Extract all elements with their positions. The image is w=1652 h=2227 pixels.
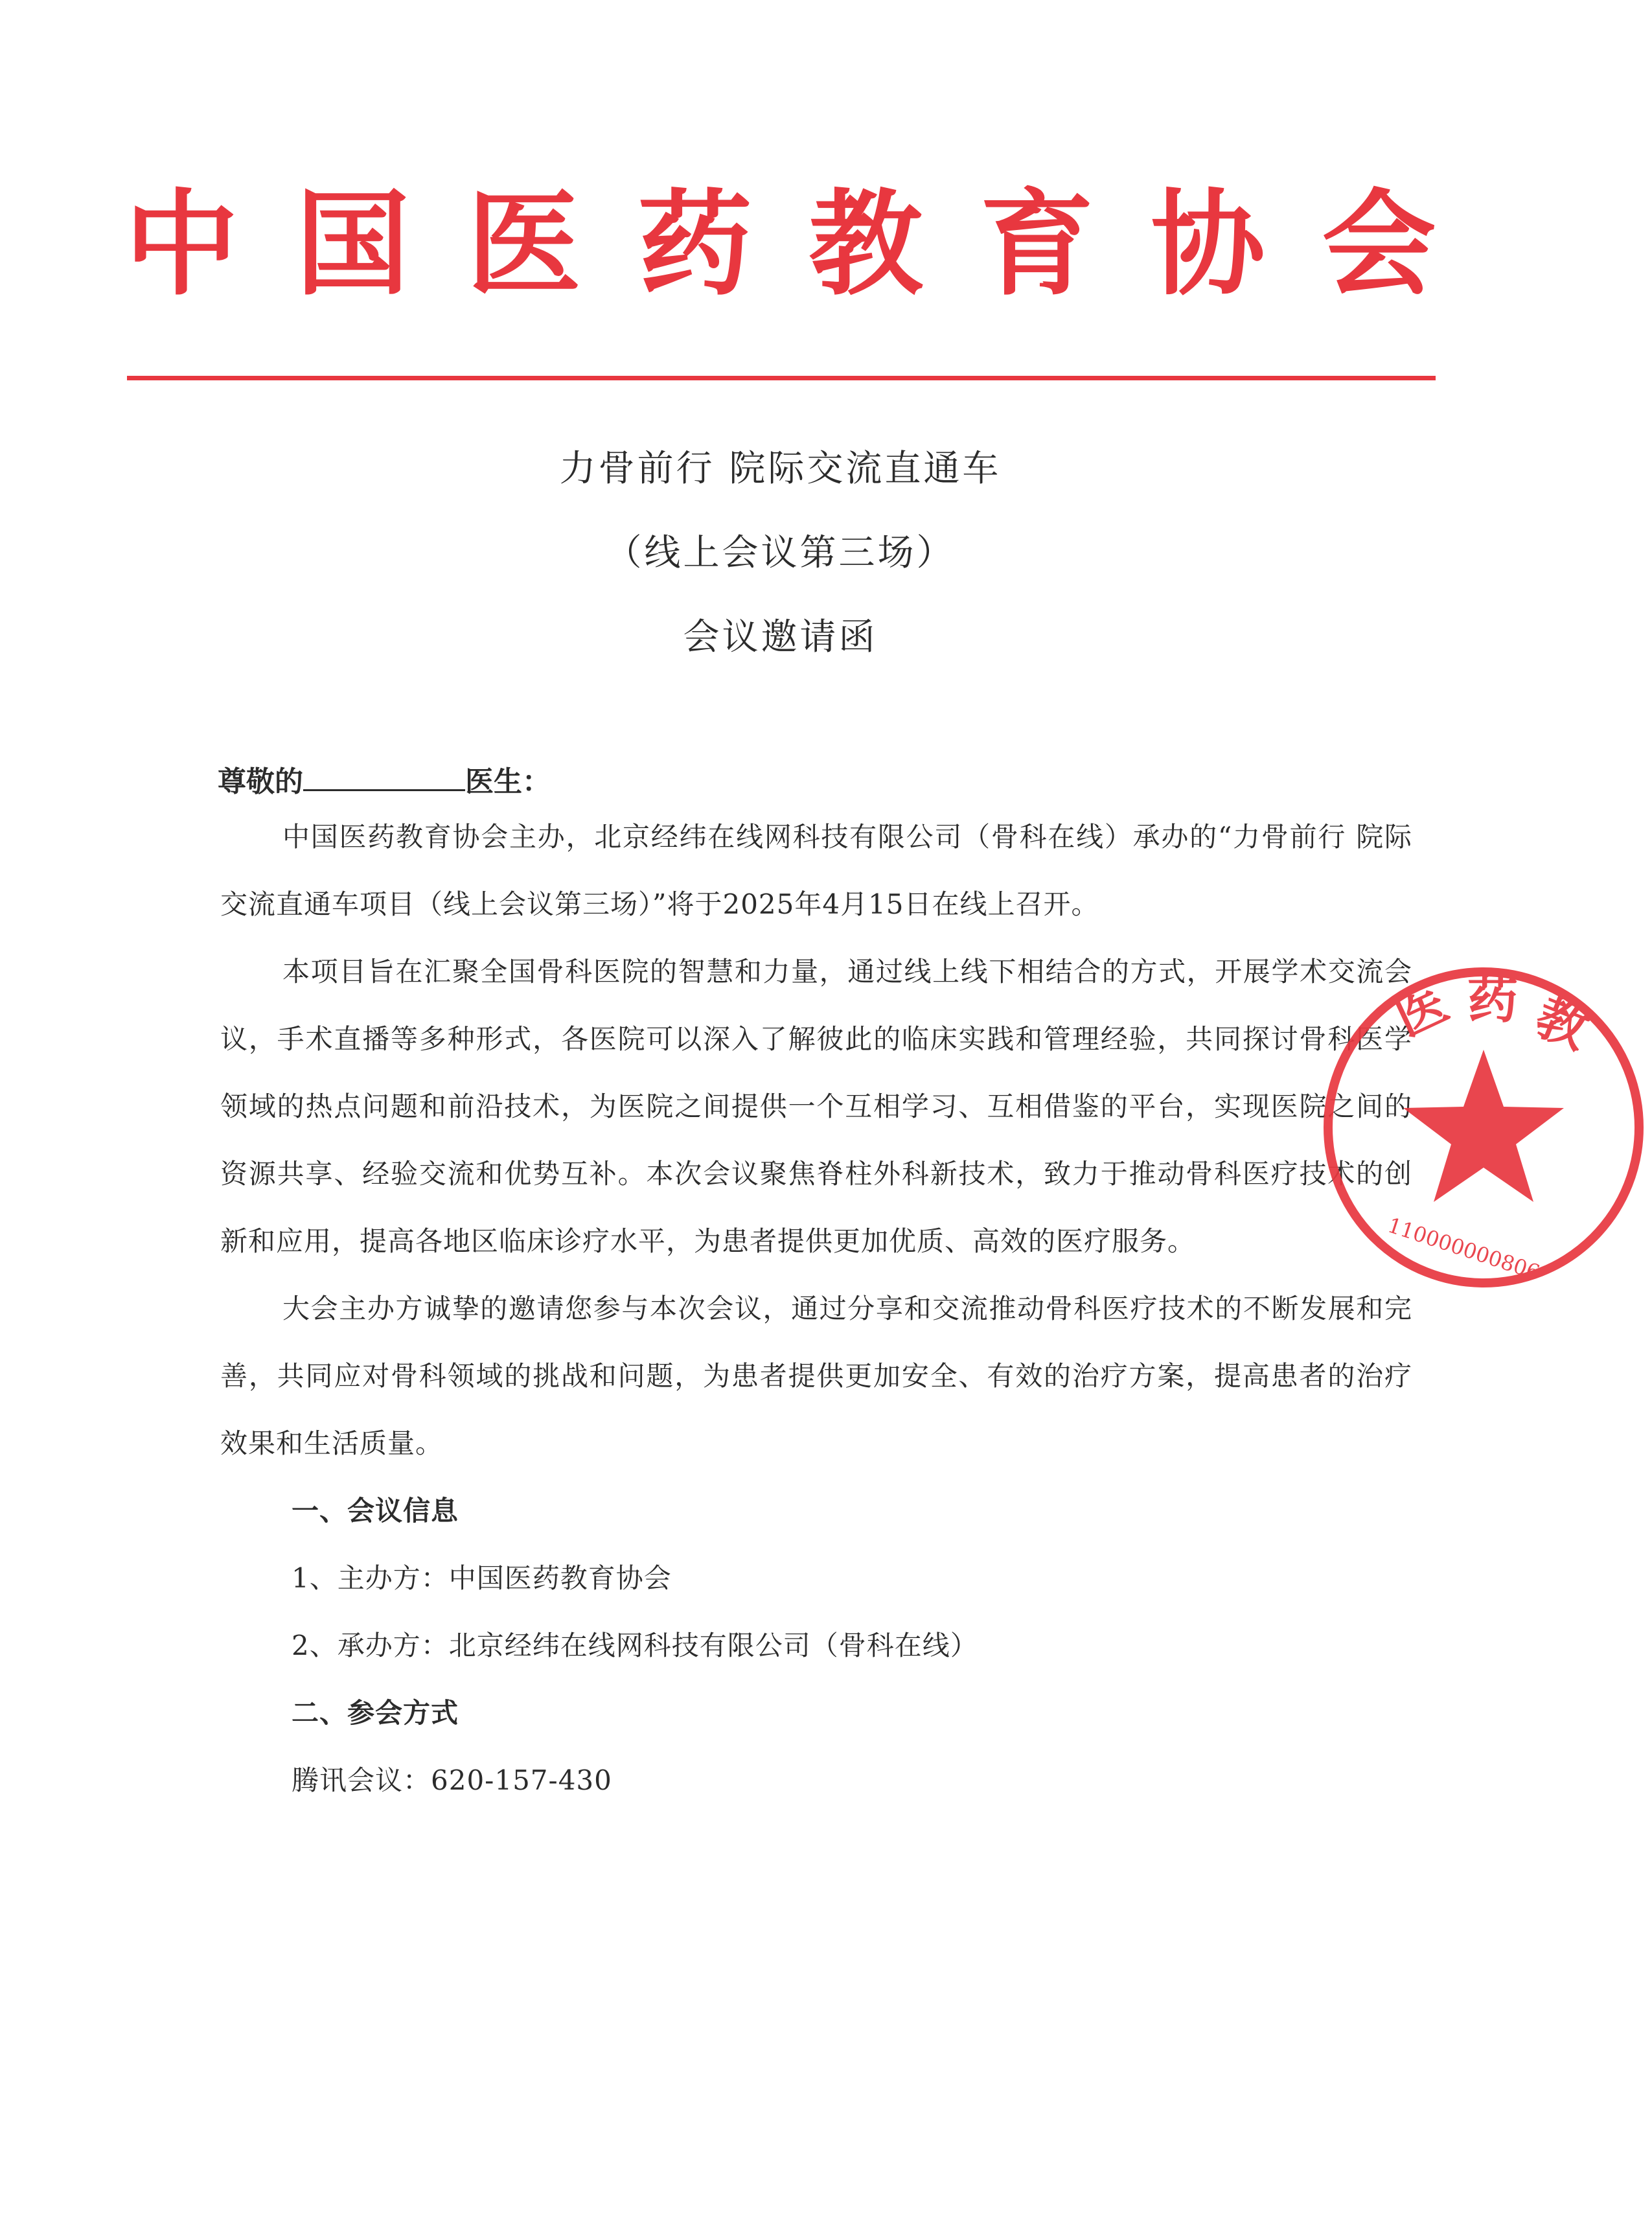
invitation-title-line2: （线上会议第三场） bbox=[605, 532, 956, 574]
letter-body bbox=[220, 803, 1412, 1814]
official-seal-stamp bbox=[1315, 959, 1652, 1296]
header-red-rule bbox=[127, 376, 1436, 380]
paragraph-invitation: 大会主办方诚挚的邀请您参与本次会议，通过分享和交流推动骨科医疗技术的不断发展和完善，共同应对骨科领域的挑战和问题，为患者提供更加安全、有效的治疗方案，提高患者的治疗效果和生活质量。 bbox=[220, 1293, 1412, 1459]
invitation-title-line3: 会议邀请函 bbox=[683, 616, 878, 658]
paragraph-project: 本项目旨在汇聚全国骨科医院的智慧和力量，通过线上线下相结合的方式，开展学术交流会议，手术直播等多种形式，各医院可以深入了解彼此的临床实践和管理经验，共同探讨骨科医学领域的热点问题和前沿技术，为医院之间提供一个互相学习、互相借鉴的平台，实现医院之间的资源共享、经验交流和优势互补。本次会议聚焦脊柱外科新技术，致力于推动骨科医疗技术的创新和应用，提高各地区临床诊疗水平，为患者提供更加优质、高效的医疗服务。 bbox=[220, 956, 1412, 1257]
list-item-host: 2、承办方：北京经纬在线网科技有限公司（骨科在线） bbox=[292, 1630, 978, 1661]
seal-char-2: 药 bbox=[1467, 971, 1519, 1030]
list-item-tencent-meeting: 腾讯会议：620-157-430 bbox=[292, 1764, 612, 1796]
salutation bbox=[218, 763, 551, 800]
salutation-prefix: 尊敬的 bbox=[218, 765, 303, 798]
invitation-title-line1: 力骨前行 院际交流直通车 bbox=[559, 448, 1002, 490]
seal-code: 110000000806 bbox=[1384, 1212, 1543, 1286]
salutation-suffix: 医生： bbox=[465, 765, 551, 798]
paragraph-intro: 中国医药教育协会主办，北京经纬在线网科技有限公司（骨科在线）承办的“力骨前行 院际交流直通车项目（线上会议第三场）”将于2025年4月15日在线上召开。 bbox=[220, 821, 1412, 920]
list-item-organizer: 1、主办方：中国医药教育协会 bbox=[292, 1562, 672, 1594]
doctor-name-blank bbox=[303, 763, 465, 791]
seal-char-1: 医 bbox=[1386, 973, 1457, 1048]
section-heading-meeting-info: 一、会议信息 bbox=[292, 1495, 459, 1527]
org-name-header: 中国医药教育协会 bbox=[124, 177, 1493, 311]
seal-char-3: 教 bbox=[1527, 987, 1597, 1061]
section-heading-attendance: 二、参会方式 bbox=[292, 1697, 459, 1729]
seal-star-icon bbox=[1403, 1050, 1564, 1202]
